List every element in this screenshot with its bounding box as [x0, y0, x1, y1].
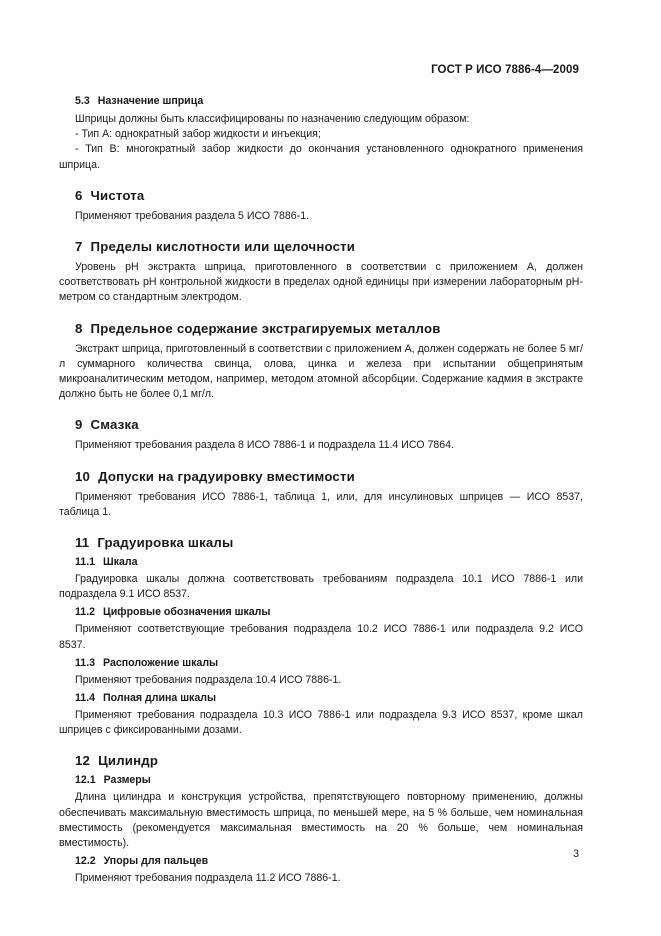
section-title: Допуски на градуировку вместимости [98, 468, 355, 484]
subsection-number: 11.1 [75, 556, 96, 569]
section-title: Цилиндр [98, 753, 159, 769]
subsection-number: 5.3 [75, 95, 90, 107]
paragraph: Градуировка шкалы должна соответствовать требованиям подраздела 10.1 ИСО 7886-1 или подраздела 9.1 ИСО 8537. [59, 573, 583, 601]
paragraph: Применяют требования подраздела 10.4 ИСО 7886-1. [75, 673, 342, 686]
section-title: Пределы кислотности или щелочности [90, 239, 356, 255]
section-title: Предельное содержание экстрагируемых металлов [90, 320, 441, 336]
section-number: 12 [75, 753, 91, 769]
subsection-number: 11.3 [75, 656, 96, 669]
subsection-title: Цифровые обозначения шкалы [103, 606, 271, 619]
section-heading-6 [59, 187, 583, 204]
paragraph: Применяют требования раздела 8 ИСО 7886-1 и подраздела 11.4 ИСО 7864. [75, 439, 454, 452]
subsection-heading-12-1 [59, 773, 583, 788]
paragraph: Применяют требования подраздела 10.3 ИСО 7886-1 или подраздела 9.3 ИСО 8537, кроме шкал шприцев с фиксированными дозами. [59, 709, 583, 737]
section-number: 10 [75, 468, 91, 484]
section-heading-11 [59, 534, 583, 551]
paragraph: Применяют требования ИСО 7886-1, таблица 1, или, для инсулиновых шприцев — ИСО 8537, таблица 1. [59, 490, 583, 518]
paragraph: Применяют требования подраздела 11.2 ИСО 7886-1. [75, 872, 341, 885]
subsection-title: Расположение шкалы [103, 656, 219, 669]
subsection-number: 12.1 [75, 774, 96, 787]
document-header: ГОСТ Р ИСО 7886-4—2009 [431, 64, 579, 76]
paragraph: Шприцы должны быть классифицированы по назначению следующим образом: [75, 113, 470, 125]
section-title: Чистота [90, 187, 145, 203]
subsection-title: Назначение шприца [97, 95, 204, 107]
subsection-heading-5-3 [59, 94, 583, 109]
paragraph: Длина цилиндра и конструкция устройства, препятствующего повторному применению, должны обеспечивать максимальную вместимость шприца, по меньшей мере, на 5 % больше, чем номинальная вместимость (рекомендуется максимальная вместимость на 20 % больше, чем номинальная вместимость). [59, 791, 583, 850]
subsection-number: 11.4 [75, 692, 96, 705]
paragraph: Применяют соответствующие требования подраздела 10.2 ИСО 7886-1 или подраздела 9.2 ИСО 8537. [59, 623, 583, 651]
list-item: - Тип В: многократный забор жидкости до окончания установленного однократного применения шприца. [59, 143, 583, 171]
subsection-heading-11-4 [59, 691, 583, 706]
subsection-heading-11-3 [59, 656, 583, 671]
section-number: 9 [75, 417, 83, 433]
subsection-heading-11-2 [59, 605, 583, 620]
section-heading-8 [59, 320, 583, 337]
subsection-title: Полная длина шкалы [103, 692, 217, 705]
subsection-heading-12-2 [59, 854, 583, 869]
subsection-number: 11.2 [75, 606, 96, 619]
section-heading-12 [59, 752, 583, 769]
subsection-title: Размеры [103, 774, 151, 787]
list-item: - Тип А: однократный забор жидкости и инъекция; [75, 128, 321, 141]
page-number: 3 [573, 848, 579, 860]
section-number: 11 [75, 535, 90, 551]
paragraph: Уровень pH экстракта шприца, приготовленного в соответствии с приложением А, должен соответствовать pH контрольной жидкости в пределах одной единицы при измерении лабораторным pH-метром со стандартным электродом. [59, 261, 583, 304]
section-number: 8 [75, 320, 83, 336]
subsection-number: 12.2 [75, 855, 96, 868]
paragraph: Экстракт шприца, приготовленный в соответствии с приложением А, должен содержать не более 5 мг/л суммарного количества свинца, олова, цинка и железа при испытании общепринятым микроаналитическим методом, например, методом атомной абсорбции. Содержание кадмия в экстракте должно быть не более 0,1 мг/л. [59, 342, 583, 401]
section-title: Градуировка шкалы [97, 535, 234, 551]
subsection-heading-11-1 [59, 555, 583, 570]
section-number: 7 [75, 239, 83, 255]
section-heading-10 [59, 468, 583, 485]
document-body [59, 94, 583, 886]
subsection-title: Упоры для пальцев [103, 855, 209, 868]
subsection-title: Шкала [103, 556, 138, 569]
section-title: Смазка [90, 417, 139, 433]
section-number: 6 [75, 187, 83, 203]
section-heading-9 [59, 416, 583, 433]
section-heading-7 [59, 238, 583, 255]
paragraph: Применяют требования раздела 5 ИСО 7886-1. [75, 209, 310, 222]
